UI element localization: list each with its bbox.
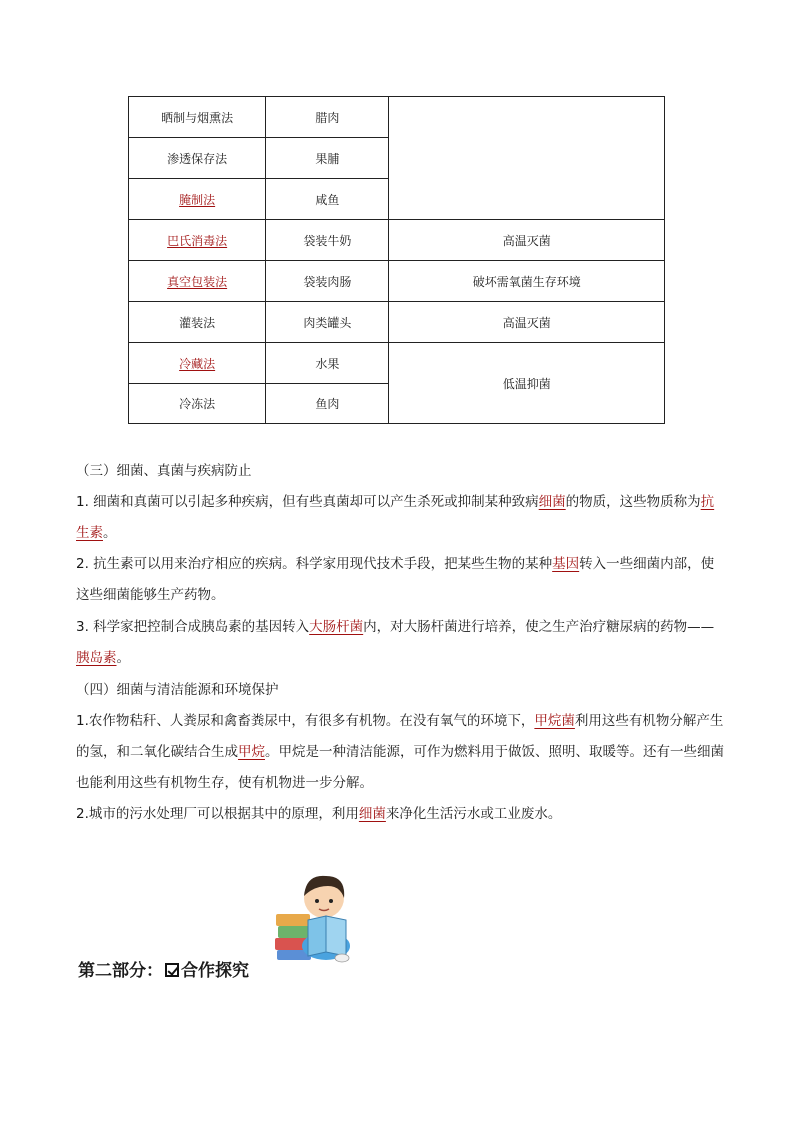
table-row	[129, 220, 665, 261]
section-4-paragraph-2: 2.城市的污水处理厂可以根据其中的原理，利用细菌来净化生活污水或工业废水。	[76, 806, 562, 822]
term-ecoli: 大肠杆菌	[309, 619, 364, 635]
principle-cell: 低温抑菌	[389, 343, 665, 424]
food-cell: 果脯	[266, 138, 389, 179]
term-antibiotic: 抗生素	[76, 494, 715, 541]
term-gene: 基因	[552, 556, 580, 572]
food-cell: 鱼肉	[266, 384, 389, 424]
food-cell: 水果	[266, 343, 389, 384]
method-cell: 冷冻法	[129, 384, 266, 424]
method-cell: 渗透保存法	[129, 138, 266, 179]
preservation-methods-table	[128, 96, 665, 424]
section-4-heading: （四）细菌与清洁能源和环境保护	[76, 682, 279, 698]
food-cell: 袋装肉肠	[266, 261, 389, 302]
section-3-heading: （三）细菌、真菌与疾病防止	[76, 463, 252, 479]
method-cell	[129, 261, 266, 302]
method-term: 冷藏法	[179, 356, 216, 371]
method-term: 真空包装法	[167, 274, 228, 289]
method-term: 巴氏消毒法	[167, 233, 228, 248]
principle-cell: 破坏需氧菌生存环境	[389, 261, 665, 302]
food-cell: 咸鱼	[266, 179, 389, 220]
method-cell	[129, 179, 266, 220]
reading-boy-illustration	[270, 868, 362, 964]
section-4-paragraph-1: 1.农作物秸秆、人粪尿和禽畜粪尿中，有很多有机物。在没有氧气的环境下，甲烷菌利用这些有机物分解产生的氢，和二氧化碳结合生成甲烷。甲烷是一种清洁能源，可作为燃料用于做饭、照明、取暖等。还有一些细菌也能利用这些有机物生存，使有机物进一步分解。	[76, 713, 724, 791]
method-cell	[129, 343, 266, 384]
food-cell: 腊肉	[266, 97, 389, 138]
table-row	[129, 343, 665, 384]
checkbox-icon	[165, 963, 179, 977]
table-row	[129, 261, 665, 302]
method-term: 腌制法	[179, 192, 216, 207]
term-bacteria: 细菌	[538, 494, 566, 510]
food-cell: 肉类罐头	[266, 302, 389, 343]
term-insulin: 胰岛素	[76, 650, 117, 666]
table-row	[129, 302, 665, 343]
term-methane: 甲烷	[238, 744, 265, 760]
part-two-title: 第二部分： 合作探究	[78, 961, 249, 981]
term-methanogen: 甲烷菌	[534, 713, 575, 729]
section-3-paragraph-2: 2. 抗生素可以用来治疗相应的疾病。科学家用现代技术手段，把某些生物的某种基因转入一些细菌内部，使这些细菌能够生产药物。	[76, 556, 715, 603]
section-3-paragraph-3: 3. 科学家把控制合成胰岛素的基因转入大肠杆菌内，对大肠杆菌进行培养，使之生产治疗糖尿病的药物——胰岛素。	[76, 619, 715, 666]
method-cell	[129, 220, 266, 261]
method-cell: 灌装法	[129, 302, 266, 343]
principle-cell-empty	[389, 97, 665, 220]
section-3-paragraph-1: 1. 细菌和真菌可以引起多种疾病，但有些真菌却可以产生杀死或抑制某种致病细菌的物质，这些物质称为抗生素。	[76, 494, 715, 541]
term-bacteria-2: 细菌	[358, 806, 386, 822]
method-cell: 晒制与烟熏法	[129, 97, 266, 138]
food-cell: 袋装牛奶	[266, 220, 389, 261]
table-row	[129, 97, 665, 138]
principle-cell: 高温灭菌	[389, 220, 665, 261]
principle-cell: 高温灭菌	[389, 302, 665, 343]
